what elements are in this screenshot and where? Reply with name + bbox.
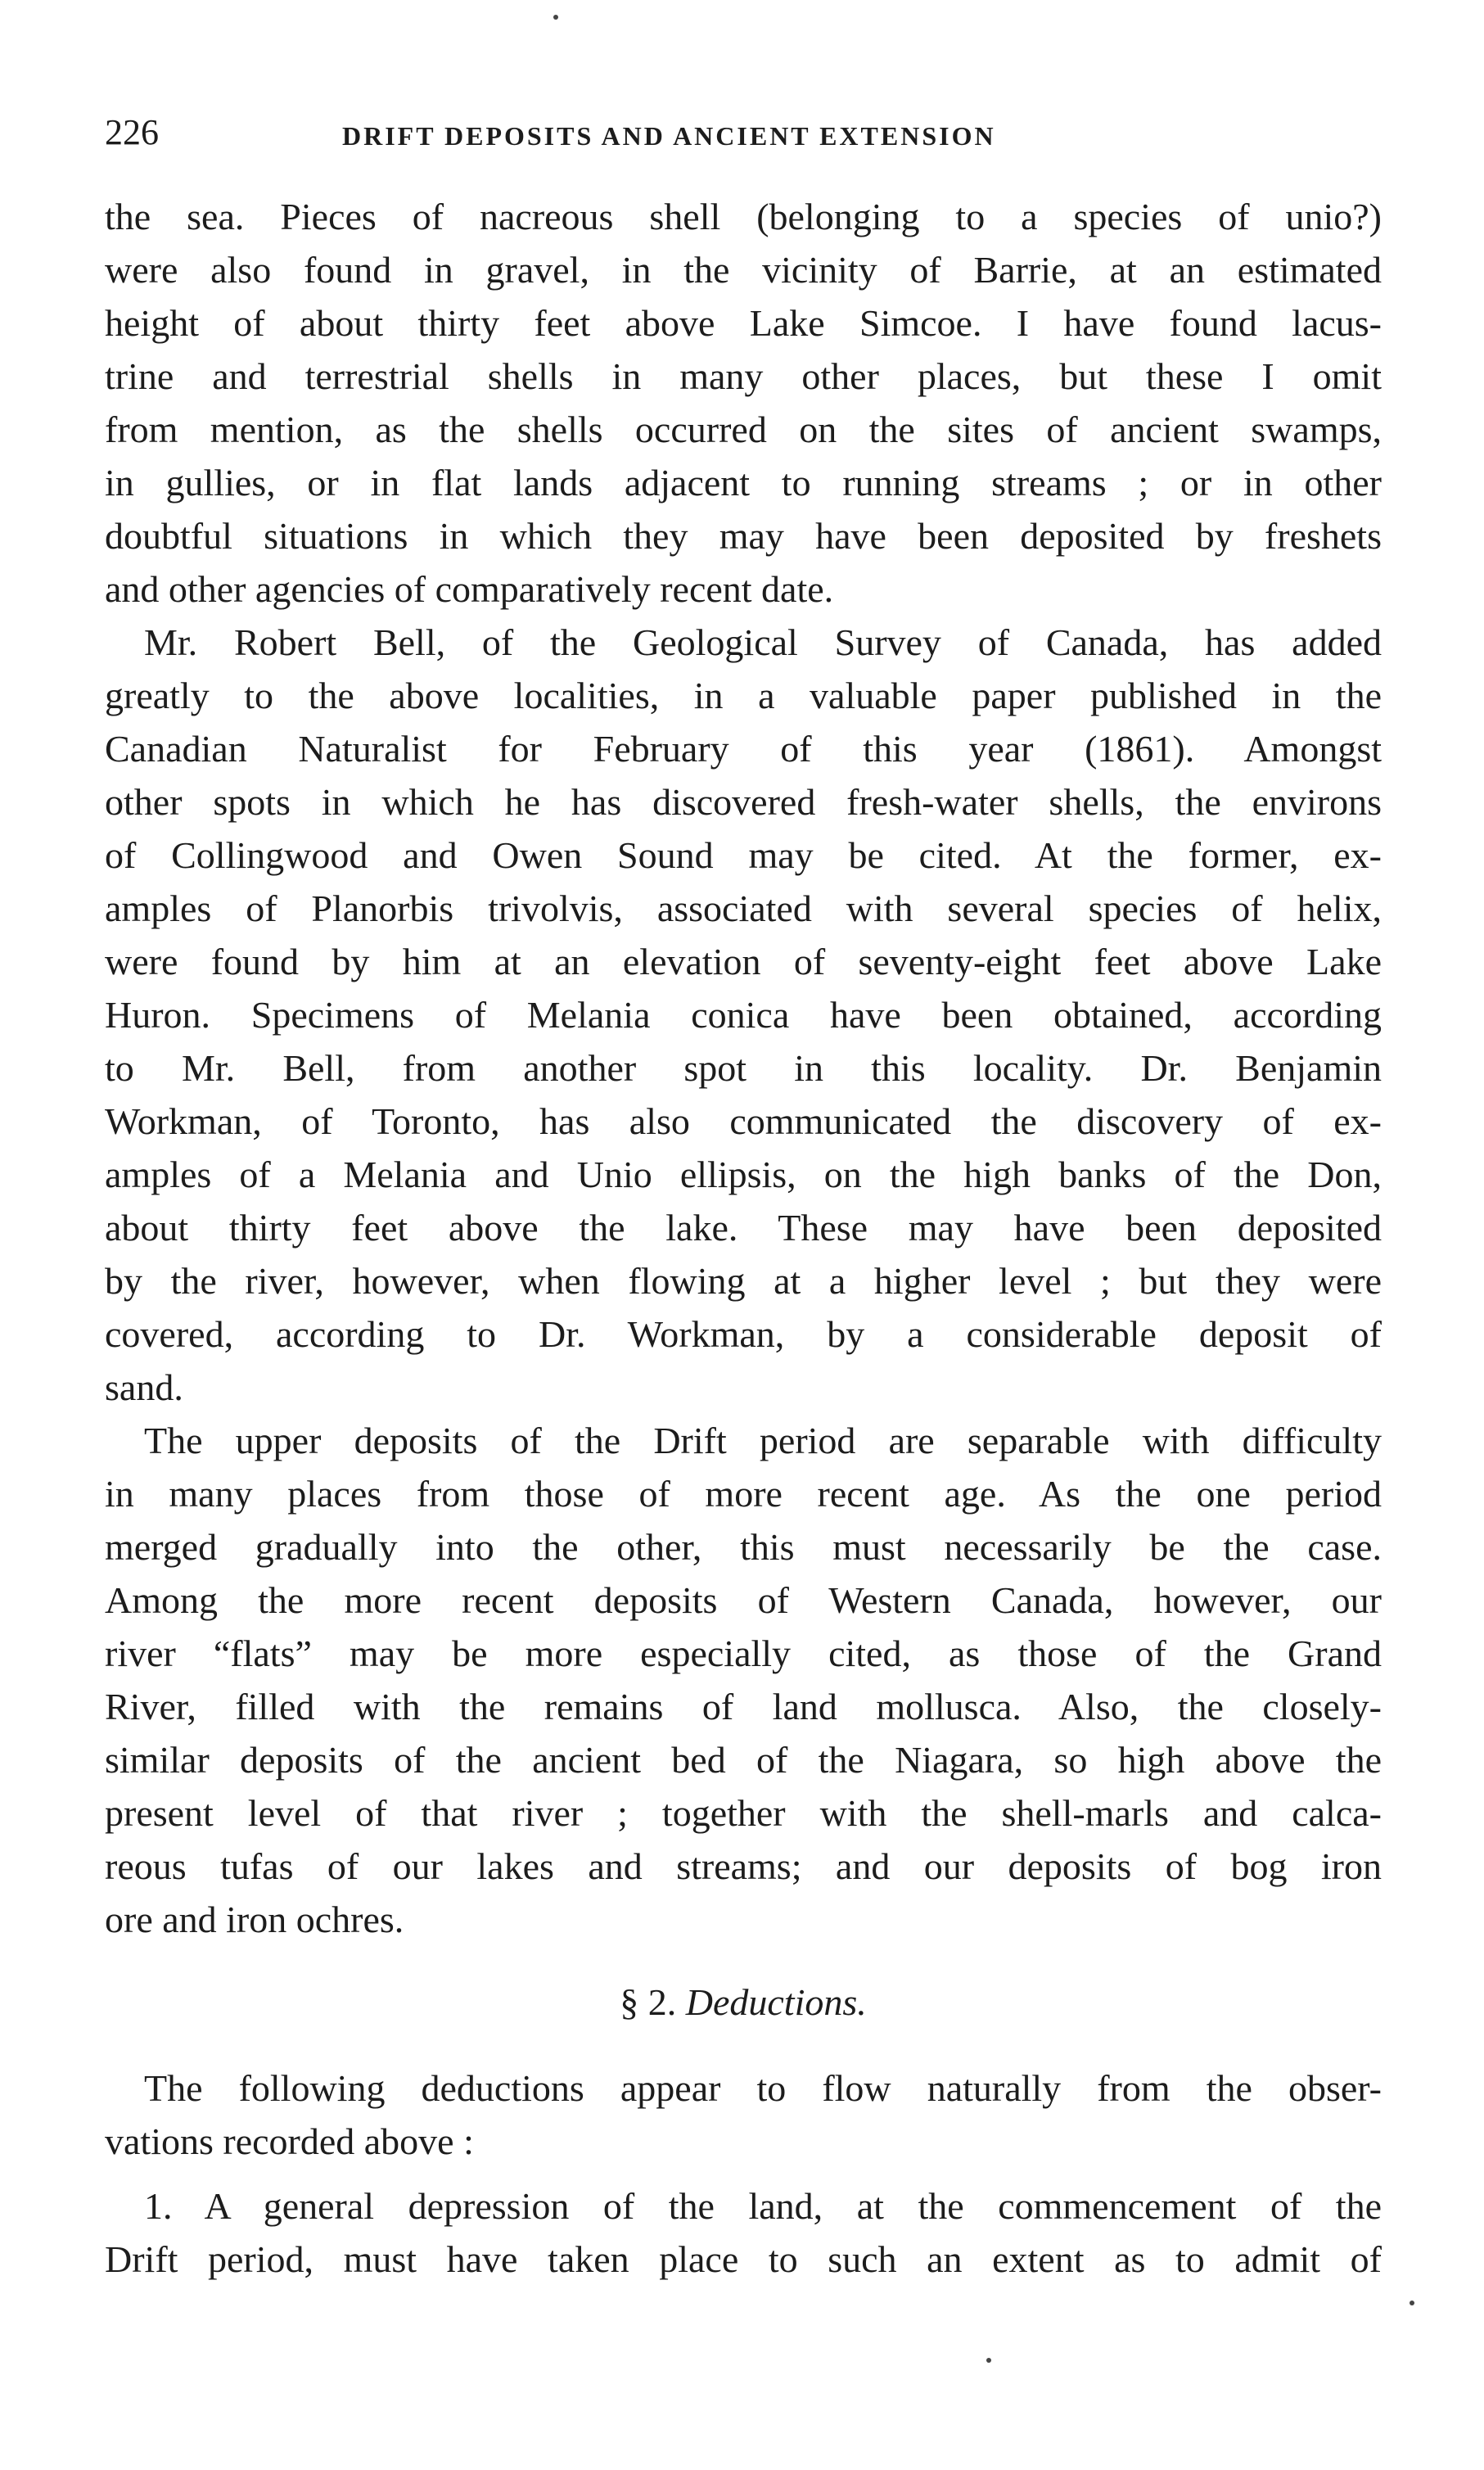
text-line: covered, according to Dr. Workman, by a considerable deposit of (105, 1313, 1382, 1355)
paragraph (105, 2061, 1382, 2168)
text-line: to Mr. Bell, from another spot in this locality. Dr. Benjamin (105, 1047, 1382, 1089)
text-line: height of about thirty feet above Lake Simcoe. I have found lacus- (105, 302, 1382, 344)
scan-speck (553, 15, 558, 20)
running-title: DRIFT DEPOSITS AND ANCIENT EXTENSION (342, 121, 996, 151)
text-line: Workman, of Toronto, has also communicated the discovery of ex- (105, 1100, 1382, 1142)
text-line: river “flats” may be more especially cited, as those of the Grand (105, 1632, 1382, 1674)
text-line: sand. (105, 1366, 183, 1408)
page-number: 226 (105, 112, 159, 152)
scan-speck (1410, 2301, 1414, 2305)
text-line: vations recorded above : (105, 2120, 474, 2162)
running-head (105, 106, 1382, 172)
text-line: River, filled with the remains of land mollusca. Also, the closely- (105, 1686, 1382, 1727)
text-line: present level of that river ; together with the shell-marls and calca- (105, 1792, 1382, 1834)
text-line: reous tufas of our lakes and streams; and our deposits of bog iron (105, 1845, 1382, 1887)
section-title: Deductions. (685, 1981, 867, 2023)
text-line: in gullies, or in flat lands adjacent to running streams ; or in other (105, 462, 1382, 503)
section-heading (105, 1976, 1382, 2029)
text-line: by the river, however, when flowing at a higher level ; but they were (105, 1260, 1382, 1302)
text-line: amples of a Melania and Unio ellipsis, on the high banks of the Don, (105, 1154, 1382, 1195)
text-line: trine and terrestrial shells in many other places, but these I omit (105, 355, 1382, 397)
text-line: other spots in which he has discovered fresh-water shells, the environs (105, 781, 1382, 823)
text-line: Canadian Naturalist for February of this year (1861). Amongst (105, 728, 1382, 770)
text-line: amples of Planorbis trivolvis, associated with several species of helix, (105, 887, 1382, 929)
numbered-paragraph (105, 2179, 1382, 2286)
section-mark: § 2. (620, 1981, 677, 2023)
text-line: were also found in gravel, in the vicinity of Barrie, at an estimated (105, 249, 1382, 291)
text-line: The upper deposits of the Drift period are separable with difficulty (144, 1420, 1382, 1461)
text-line: Mr. Robert Bell, of the Geological Survey of Canada, has added (144, 621, 1382, 663)
text-line: ore and iron ochres. (105, 1899, 404, 1940)
scan-speck (986, 2358, 991, 2363)
text-line: similar deposits of the ancient bed of the Niagara, so high above the (105, 1739, 1382, 1781)
text-line: greatly to the above localities, in a valuable paper published in the (105, 675, 1382, 716)
text-line: were found by him at an elevation of seventy-eight feet above Lake (105, 941, 1382, 982)
text-line: Drift period, must have taken place to such an extent as to admit of (105, 2238, 1382, 2280)
text-line: 1. A general depression of the land, at the commencement of the (144, 2185, 1382, 2227)
book-page (105, 106, 1382, 2286)
text-line: The following deductions appear to flow naturally from the obser- (144, 2067, 1382, 2109)
text-line: and other agencies of comparatively recent date. (105, 568, 834, 610)
paragraph (105, 616, 1382, 1414)
text-line: Among the more recent deposits of Western Canada, however, our (105, 1579, 1382, 1621)
text-line: Huron. Specimens of Melania conica have been obtained, according (105, 994, 1382, 1036)
text-line: of Collingwood and Owen Sound may be cited. At the former, ex- (105, 834, 1382, 876)
body-text (105, 190, 1382, 2286)
paragraph (105, 1414, 1382, 1946)
text-line: the sea. Pieces of nacreous shell (belonging to a species of unio?) (105, 196, 1382, 237)
text-line: about thirty feet above the lake. These may have been deposited (105, 1207, 1382, 1249)
text-line: from mention, as the shells occurred on the sites of ancient swamps, (105, 409, 1382, 450)
paragraph (105, 190, 1382, 616)
text-line: in many places from those of more recent age. As the one period (105, 1473, 1382, 1515)
text-line: merged gradually into the other, this must necessarily be the case. (105, 1526, 1382, 1568)
text-line: doubtful situations in which they may have been deposited by freshets (105, 515, 1382, 557)
